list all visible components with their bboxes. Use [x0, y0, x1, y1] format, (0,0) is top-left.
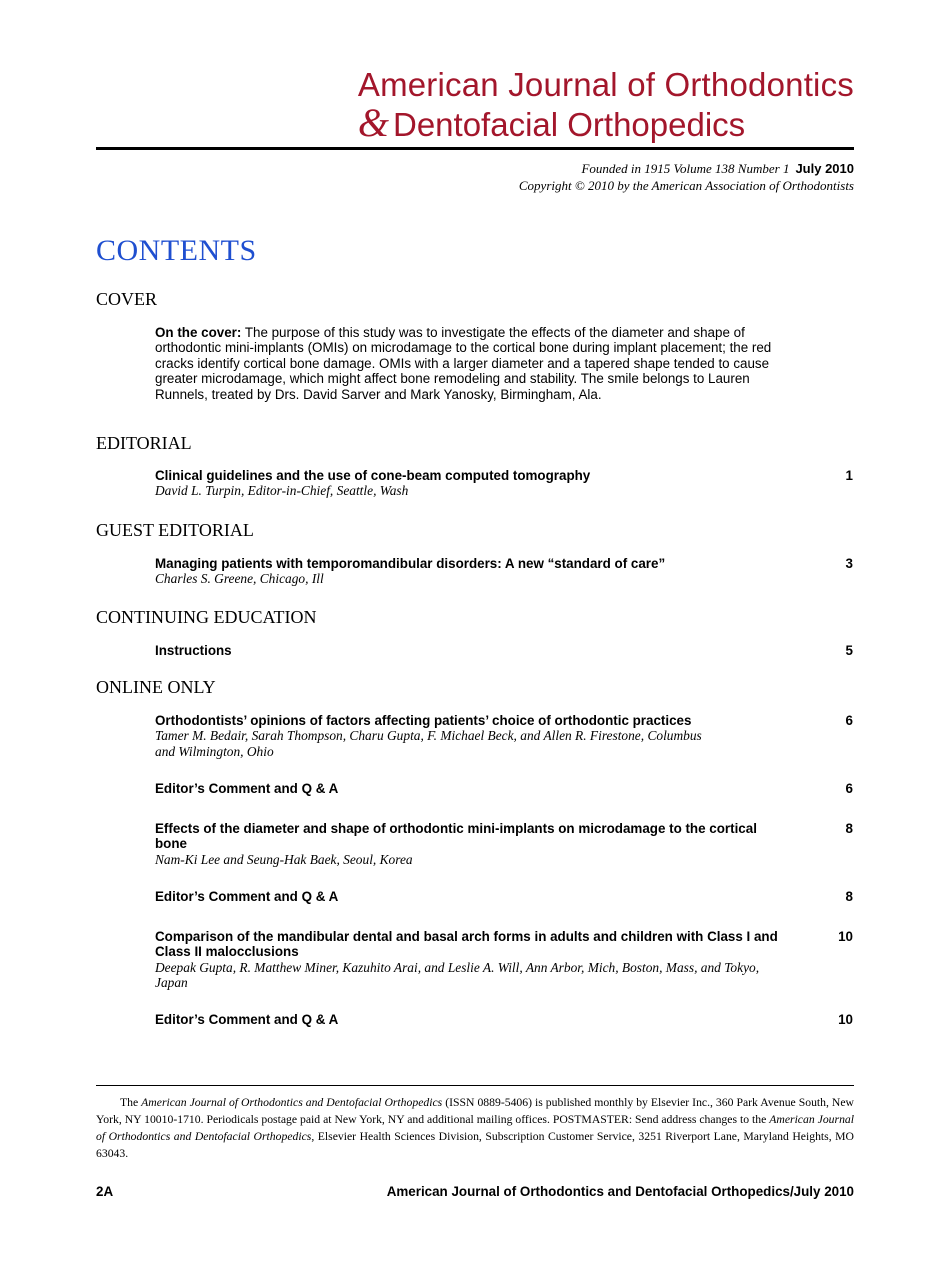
section-heading-guest-editorial: GUEST EDITORIAL [96, 520, 254, 540]
toc-entry[interactable] [155, 889, 853, 904]
toc-entry-authors: Nam-Ki Lee and Seung-Hak Baek, Seoul, Korea [155, 851, 413, 867]
footnote-journal-1: American Journal of Orthodontics and Dentofacial Orthopedics [141, 1096, 443, 1109]
toc-entry[interactable] [155, 713, 853, 759]
footnote-text-1: The [120, 1096, 142, 1109]
issue-date: July 2010 [795, 161, 854, 176]
section-heading-continuing-education: CONTINUING EDUCATION [96, 607, 317, 627]
masthead-ampersand: & [357, 100, 389, 145]
toc-entry-title[interactable]: Clinical guidelines and the use of cone-beam computed tomography [155, 468, 591, 483]
cover-description [155, 325, 775, 402]
contents-title: CONTENTS [96, 234, 257, 267]
cover-text: The purpose of this study was to investigate the effects of the diameter and shape of orthodontic mini-implants (OMIs) on microdamage to the cortical bone during implant placement; the red cracks identify cortical bone damage. OMIs with a larger diameter and a tapered shape tended to cause greater microdamage, which might affect bone remodeling and stability. The smile belongs to Lauren Runnels, treated by Drs. David Sarver and Mark Yanosky, Birmingham, Ala. [155, 325, 772, 402]
masthead-line1: American Journal of Orthodontics [357, 66, 854, 103]
toc-entry-page: 10 [838, 929, 853, 944]
toc-entry[interactable] [155, 468, 853, 499]
masthead-line2 [357, 100, 854, 145]
footnote-rule [96, 1085, 854, 1086]
toc-entry-authors: Deepak Gupta, R. Matthew Miner, Kazuhito Arai, and Leslie A. Will, Ann Arbor, Mich, Boston, Mass, and Tokyo, Japan [155, 959, 760, 991]
toc-entry-title[interactable]: Editor’s Comment and Q & A [155, 1012, 339, 1027]
toc-entry[interactable] [155, 643, 853, 658]
toc-entry-page: 6 [845, 713, 853, 728]
toc-entry-page: 8 [845, 889, 853, 904]
toc-entry-page: 1 [845, 468, 853, 483]
founded-info: Founded in 1915 Volume 138 Number 1 [581, 161, 790, 176]
publication-info [519, 160, 854, 194]
toc-entry-page: 6 [845, 781, 853, 796]
toc-entry[interactable] [155, 929, 853, 991]
page-number: 2A [96, 1184, 114, 1199]
footnote-text-3: , Elsevier Health Sciences Division, Subscription Customer Service, 3251 Riverport Lane, Maryland Heights, MO 63043. [96, 1130, 854, 1160]
section-heading-editorial: EDITORIAL [96, 433, 192, 453]
top-rule [96, 147, 854, 150]
toc-entry-page: 8 [845, 821, 853, 836]
toc-entry-title[interactable]: Comparison of the mandibular dental and basal arch forms in adults and children with Class I and Class II malocclusions [155, 929, 778, 960]
toc-entry[interactable] [155, 556, 853, 587]
toc-entry-authors: Tamer M. Bedair, Sarah Thompson, Charu Gupta, F. Michael Beck, and Allen R. Firestone, Columbus and Wilmington, Ohio [155, 728, 702, 759]
toc-entry[interactable] [155, 781, 853, 796]
toc-entry-title[interactable]: Editor’s Comment and Q & A [155, 781, 339, 796]
journal-masthead [358, 66, 854, 144]
section-heading-cover: COVER [96, 289, 158, 309]
toc-entry-authors: David L. Turpin, Editor-in-Chief, Seattle, Wash [155, 483, 409, 499]
masthead-line2-text: Dentofacial Orthopedics [392, 106, 746, 143]
cover-label: On the cover: [155, 325, 242, 340]
footnote-text-2: (ISSN 0889-5406) is published monthly by Elsevier Inc., 360 Park Avenue South, New York, NY 10010-1710. Periodicals postage paid at New York, NY and additional mailing offices. POSTMASTER: Send address changes to the [96, 1096, 854, 1126]
toc-entry-page: 10 [838, 1012, 853, 1027]
toc-entry-title[interactable]: Orthodontists’ opinions of factors affecting patients’ choice of orthodontic practices [155, 713, 692, 728]
toc-entry-authors: Charles S. Greene, Chicago, Ill [155, 571, 324, 587]
footnote-journal-2: American Journal of Orthodontics and Dentofacial Orthopedics [96, 1113, 854, 1143]
toc-entry-title[interactable]: Effects of the diameter and shape of orthodontic mini-implants on microdamage to the cortical bone [155, 821, 757, 852]
publisher-footnote [96, 1094, 854, 1162]
toc-entry-title[interactable]: Editor’s Comment and Q & A [155, 889, 339, 904]
toc-entry-page: 3 [845, 556, 853, 571]
publication-info-line1 [519, 160, 854, 177]
toc-entry-page: 5 [845, 643, 853, 658]
running-title: American Journal of Orthodontics and Dentofacial Orthopedics/July 2010 [386, 1184, 854, 1199]
toc-entry[interactable] [155, 1012, 853, 1027]
copyright: Copyright © 2010 by the American Association of Orthodontists [518, 178, 854, 193]
section-heading-online-only: ONLINE ONLY [96, 677, 216, 697]
toc-entry-title[interactable]: Managing patients with temporomandibular disorders: A new “standard of care” [155, 556, 666, 571]
toc-entry[interactable] [155, 821, 853, 867]
toc-entry-title[interactable]: Instructions [155, 643, 232, 658]
